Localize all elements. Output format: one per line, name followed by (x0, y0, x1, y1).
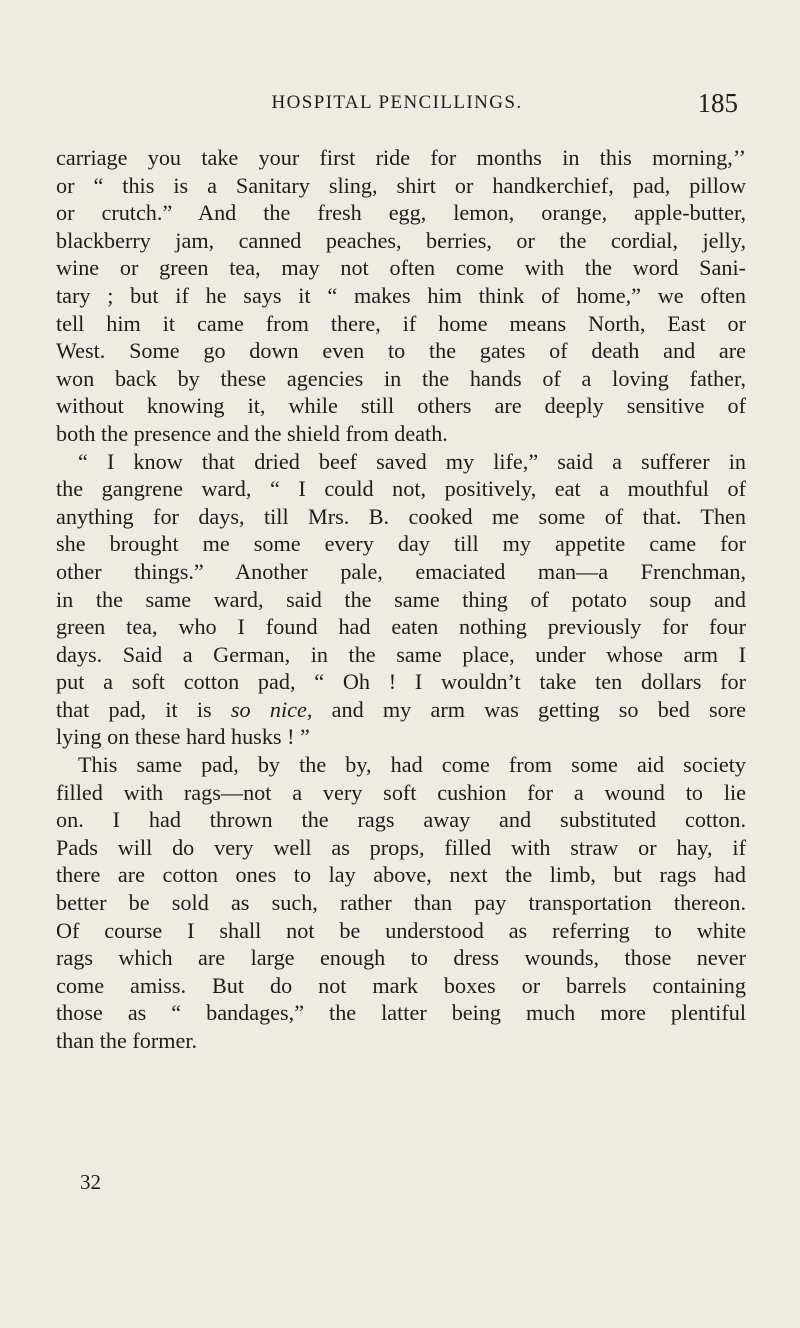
text-line: or “ this is a Sanitary sling, shirt or handkerchief, pad, pillow (56, 172, 746, 198)
text-line: lying on these hard husks ! ” (56, 724, 310, 750)
running-title: HOSPITAL PENCILLINGS. (271, 92, 523, 113)
text-line: tary ; but if he says it “ makes him think of home,” we often (56, 282, 746, 308)
text-line: wine or green tea, may not often come with the word Sani- (56, 255, 746, 281)
emphasis: so nice, (230, 696, 313, 722)
text-line: won back by these agencies in the hands of a loving father, (56, 365, 746, 391)
text-line: come amiss. But do not mark boxes or barrels containing (56, 972, 746, 998)
text-line: both the presence and the shield from death. (56, 420, 448, 446)
body-text (56, 144, 746, 1055)
text-line: she brought me some every day till my appetite came for (56, 531, 746, 557)
text-line: Of course I shall not be understood as referring to white (56, 917, 746, 943)
text-line: West. Some go down even to the gates of death and are (56, 338, 746, 364)
text-line: or crutch.” And the fresh egg, lemon, orange, apple-butter, (56, 200, 746, 226)
text-line: that pad, it is so nice, and my arm was getting so bed sore (56, 696, 746, 722)
text-line: filled with rags—not a very soft cushion for a wound to lie (56, 779, 746, 805)
text-line: tell him it came from there, if home means North, East or (56, 310, 746, 336)
text-line: without knowing it, while still others are deeply sensitive of (56, 393, 746, 419)
text-line: there are cotton ones to lay above, next the limb, but rags had (56, 862, 746, 888)
text-line: put a soft cotton pad, “ Oh ! I wouldn’t take ten dollars for (56, 669, 746, 695)
text-line: Pads will do very well as props, filled with straw or hay, if (56, 834, 746, 860)
text-line: “ I know that dried beef saved my life,” said a sufferer in (78, 448, 746, 474)
text-line: other things.” Another pale, emaciated man—a Frenchman, (56, 558, 746, 584)
text-line: the gangrene ward, “ I could not, positively, eat a mouthful of (56, 476, 746, 502)
signature-mark: 32 (80, 1170, 101, 1194)
page-header (56, 88, 738, 118)
text-line: green tea, who I found had eaten nothing previously for four (56, 614, 746, 640)
text-line: than the former. (56, 1028, 198, 1053)
text-line: anything for days, till Mrs. B. cooked me some of that. Then (56, 503, 746, 529)
text-line: rags which are large enough to dress wounds, those never (56, 945, 746, 971)
text-line: on. I had thrown the rags away and substituted cotton. (56, 807, 746, 833)
text-line: This same pad, by the by, had come from some aid society (78, 752, 746, 778)
text-line: those as “ bandages,” the latter being much more plentiful (56, 1000, 746, 1026)
text-line: days. Said a German, in the same place, under whose arm I (56, 641, 746, 667)
text-line: in the same ward, said the same thing of potato soup and (56, 586, 746, 612)
text-line: better be sold as such, rather than pay transportation thereon. (56, 890, 746, 916)
page-number: 185 (697, 88, 738, 118)
text-line: carriage you take your first ride for months in this morning,’’ (56, 145, 746, 170)
text-line: blackberry jam, canned peaches, berries, or the cordial, jelly, (56, 227, 746, 253)
